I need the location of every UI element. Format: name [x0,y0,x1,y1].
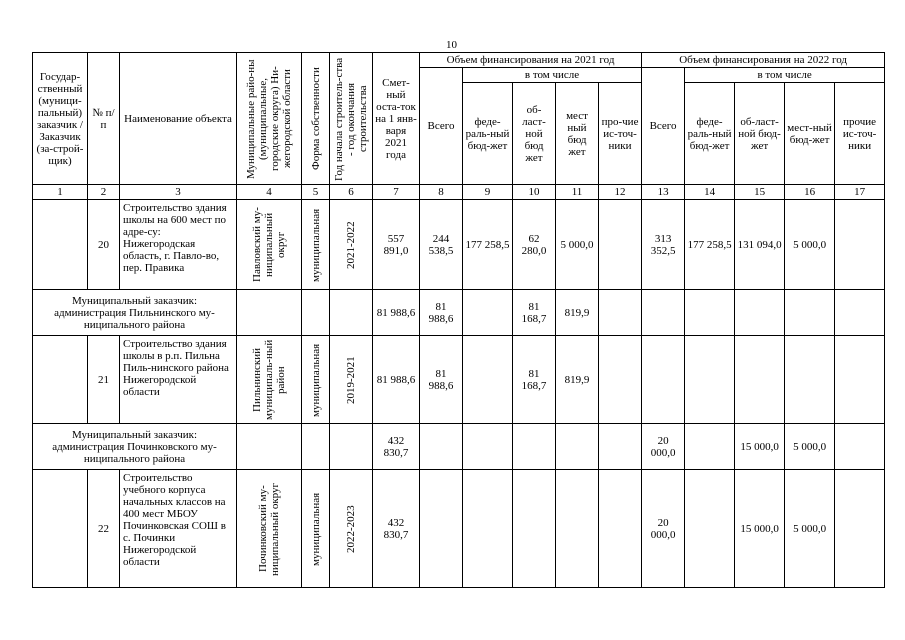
federal-2021: 177 258,5 [463,200,513,290]
header-remainder: Смет-ный оста-ток на 1 янв-варя 2021 года [373,53,420,185]
total-2021 [420,470,463,588]
header-total-2021: Всего [420,68,463,185]
col-number: 10 [513,185,556,200]
regional-2022: 131 094,0 [735,200,785,290]
federal-2021 [463,336,513,424]
remainder-value: 432 830,7 [373,424,420,470]
regional-2021 [513,470,556,588]
col-number: 7 [373,185,420,200]
total-2022: 20 000,0 [642,470,685,588]
col-number: 12 [599,185,642,200]
district: Пильнинский муниципаль-ный район [237,336,302,424]
header-other-2022: прочие ис-точ-ники [835,83,885,185]
local-2021 [556,470,599,588]
col-number: 14 [685,185,735,200]
other-2021 [599,200,642,290]
header-federal-2022: феде-раль-ный бюд-жет [685,83,735,185]
header-incl-2021: в том числе [463,68,642,83]
total-2021: 81 988,6 [420,336,463,424]
header-local-2021: мест ный бюд жет [556,83,599,185]
years: 2022-2023 [330,470,373,588]
federal-2022 [685,470,735,588]
header-other-2021: про-чие ис-точ-ники [599,83,642,185]
regional-2021: 81 168,7 [513,336,556,424]
header-customer: Государ-ственный (муници-пальный) заказчик / Заказчик (за-строй-щик) [33,53,88,185]
customer-row [33,424,885,470]
row-num: 20 [88,200,120,290]
remainder-value: 557 891,0 [373,200,420,290]
ownership: муниципальная [302,200,330,290]
regional-2021: 62 280,0 [513,200,556,290]
column-numbers-row [33,185,885,200]
col-number: 15 [735,185,785,200]
header-federal-2021: феде-раль-ный бюд-жет [463,83,513,185]
financing-table [32,52,885,588]
local-2022: 5 000,0 [785,424,835,470]
header-num: № п/п [88,53,120,185]
total-2022: 313 352,5 [642,200,685,290]
col-number: 3 [120,185,237,200]
col-number: 1 [33,185,88,200]
total-2022: 20 000,0 [642,424,685,470]
header-ownership: Форма собственности [302,53,330,185]
header-years: Год начала строитель-ства - год окончания строительства [330,53,373,185]
federal-2022: 177 258,5 [685,200,735,290]
regional-2022: 15 000,0 [735,470,785,588]
header-regional-2021: об-ласт-ной бюд жет [513,83,556,185]
customer-name: Муниципальный заказчик: администрация Пильнинского му-ниципального района [33,290,237,336]
header-fin-2022: Объем финансирования на 2022 год [642,53,885,68]
customer-name: Муниципальный заказчик: администрация Починковского му-ниципального района [33,424,237,470]
local-2021: 5 000,0 [556,200,599,290]
col-number: 6 [330,185,373,200]
remainder-value: 81 988,6 [373,336,420,424]
regional-2021: 81 168,7 [513,290,556,336]
object-name: Строительство учебного корпуса начальных классов на 400 мест МБОУ Починковская СОШ в с. Починки Нижегородской области [120,470,237,588]
other-2022 [835,470,885,588]
remainder-value: 432 830,7 [373,470,420,588]
district: Павловский му-ниципальный округ [237,200,302,290]
total-2021: 244 538,5 [420,200,463,290]
local-2021: 819,9 [556,290,599,336]
other-2021 [599,336,642,424]
local-2022: 5 000,0 [785,470,835,588]
header-incl-2022: в том числе [685,68,885,83]
years: 2021-2022 [330,200,373,290]
object-name: Строительство здания школы на 600 мест по адре-су: Нижегородская область, г. Павло-во, пер. Правика [120,200,237,290]
col-number: 9 [463,185,513,200]
regional-2022: 15 000,0 [735,424,785,470]
col-number: 11 [556,185,599,200]
col-number: 17 [835,185,885,200]
row-num: 21 [88,336,120,424]
other-2022 [835,200,885,290]
header-object-name: Наименование объекта [120,53,237,185]
header-regional-2022: об-ласт-ной бюд-жет [735,83,785,185]
header-district: Муниципальные райо-ны (муниципальные, городские округа) Ни-жегородской области [237,53,302,185]
table-row [33,470,885,588]
total-2022 [642,336,685,424]
object-name: Строительство здания школы в р.п. Пильна Пиль-нинского района Нижегородской области [120,336,237,424]
district: Починковский му-ниципальный округ [237,470,302,588]
local-2022: 5 000,0 [785,200,835,290]
header-total-2022: Всего [642,68,685,185]
customer-row [33,290,885,336]
page-number: 10 [446,39,457,51]
total-2021: 81 988,6 [420,290,463,336]
other-2022 [835,336,885,424]
years: 2019-2021 [330,336,373,424]
federal-2022 [685,336,735,424]
col-number: 5 [302,185,330,200]
col-number: 4 [237,185,302,200]
regional-2022 [735,336,785,424]
header-fin-2021: Объем финансирования на 2021 год [420,53,642,68]
ownership: муниципальная [302,336,330,424]
remainder-value: 81 988,6 [373,290,420,336]
federal-2021 [463,470,513,588]
table-row [33,336,885,424]
col-number: 16 [785,185,835,200]
other-2021 [599,470,642,588]
table-row [33,200,885,290]
col-number: 13 [642,185,685,200]
local-2021: 819,9 [556,336,599,424]
col-number: 8 [420,185,463,200]
local-2022 [785,336,835,424]
col-number: 2 [88,185,120,200]
row-num: 22 [88,470,120,588]
header-local-2022: мест-ный бюд-жет [785,83,835,185]
ownership: муниципальная [302,470,330,588]
